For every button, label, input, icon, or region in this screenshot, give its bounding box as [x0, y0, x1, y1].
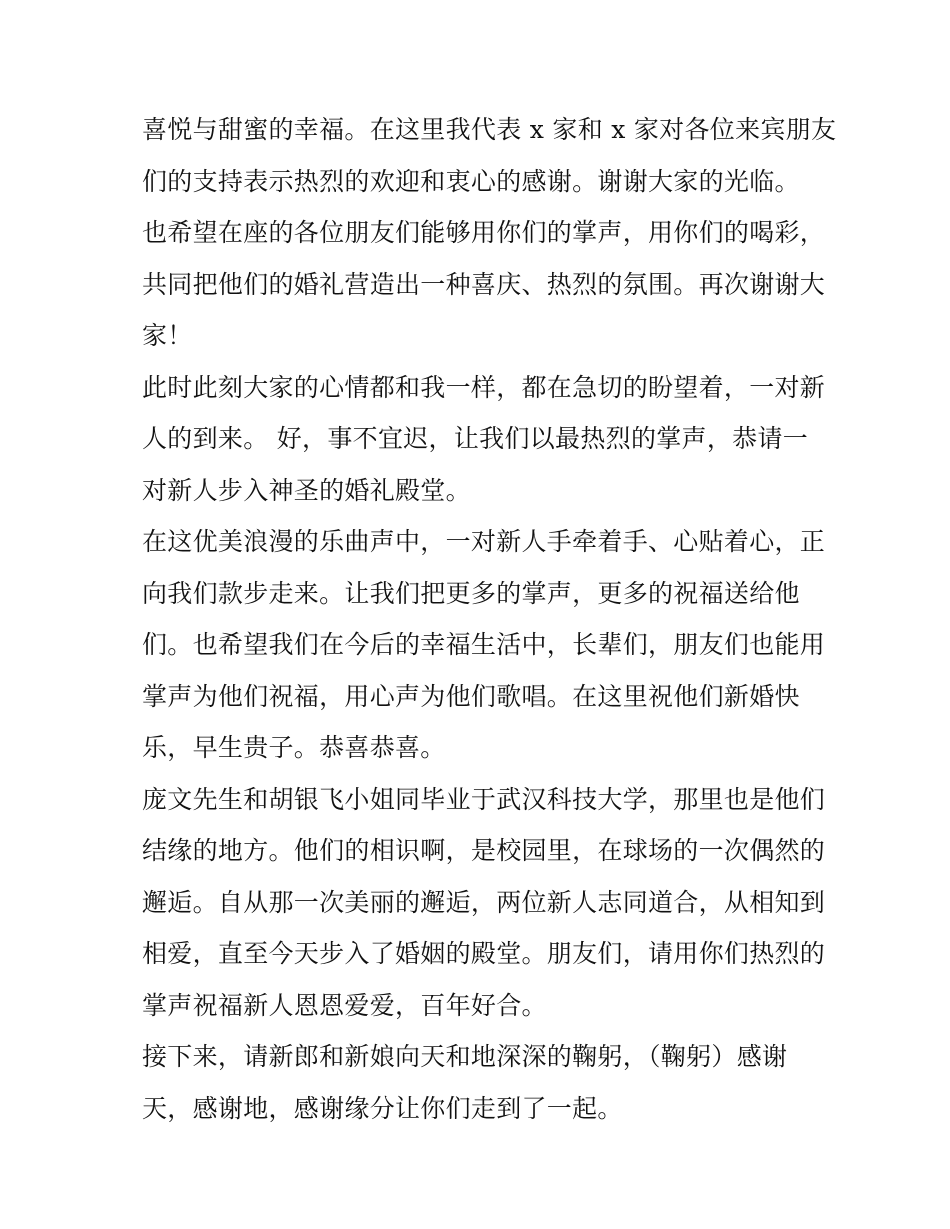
text-line: 接下来，请新郎和新娘向天和地深深的鞠躬，（鞠躬）感谢 [142, 1042, 788, 1071]
text-line: 家！ [142, 321, 193, 350]
text-line: 们的支持表示热烈的欢迎和衷心的感谢。谢谢大家的光临。 [142, 166, 800, 196]
text-line: 对新人步入神圣的婚礼殿堂。 [142, 475, 471, 505]
text-line: 掌声祝福新人恩恩爱爱，百年好合。 [142, 990, 547, 1020]
document-body [142, 104, 837, 1134]
text-line: 掌声为他们祝福，用心声为他们歌唱。在这里祝他们新婚快 [142, 681, 800, 711]
text-line: 喜悦与甜蜜的幸福。在这里我代表 x 家和 x 家对各位来宾朋友 [142, 115, 837, 144]
text-line: 乐，早生贵子。恭喜恭喜。 [142, 733, 446, 762]
text-line: 也希望在座的各位朋友们能够用你们的掌声，用你们的喝彩， [142, 218, 826, 247]
text-line: 相爱，直至今天步入了婚姻的殿堂。朋友们，请用你们热烈的 [142, 939, 826, 968]
text-line: 们。也希望我们在今后的幸福生活中，长辈们，朋友们也能用 [142, 630, 826, 659]
text-line: 人的到来。 好，事不宜迟，让我们以最热烈的掌声，恭请一 [142, 424, 809, 453]
text-line: 庞文先生和胡银飞小姐同毕业于武汉科技大学，那里也是他们 [142, 784, 826, 814]
text-line: 向我们款步走来。让我们把更多的掌声，更多的祝福送给他 [142, 578, 800, 608]
text-line: 邂逅。自从那一次美丽的邂逅，两位新人志同道合，从相知到 [142, 887, 826, 917]
text-line: 在这优美浪漫的乐曲声中，一对新人手牵着手、心贴着心，正 [142, 527, 826, 556]
text-line: 天，感谢地，感谢缘分让你们走到了一起。 [142, 1093, 623, 1123]
text-line: 此时此刻大家的心情都和我一样，都在急切的盼望着，一对新 [142, 372, 826, 402]
text-line: 共同把他们的婚礼营造出一种喜庆、热烈的氛围。再次谢谢大 [142, 269, 826, 299]
text-line: 结缘的地方。他们的相识啊，是校园里，在球场的一次偶然的 [142, 836, 826, 865]
